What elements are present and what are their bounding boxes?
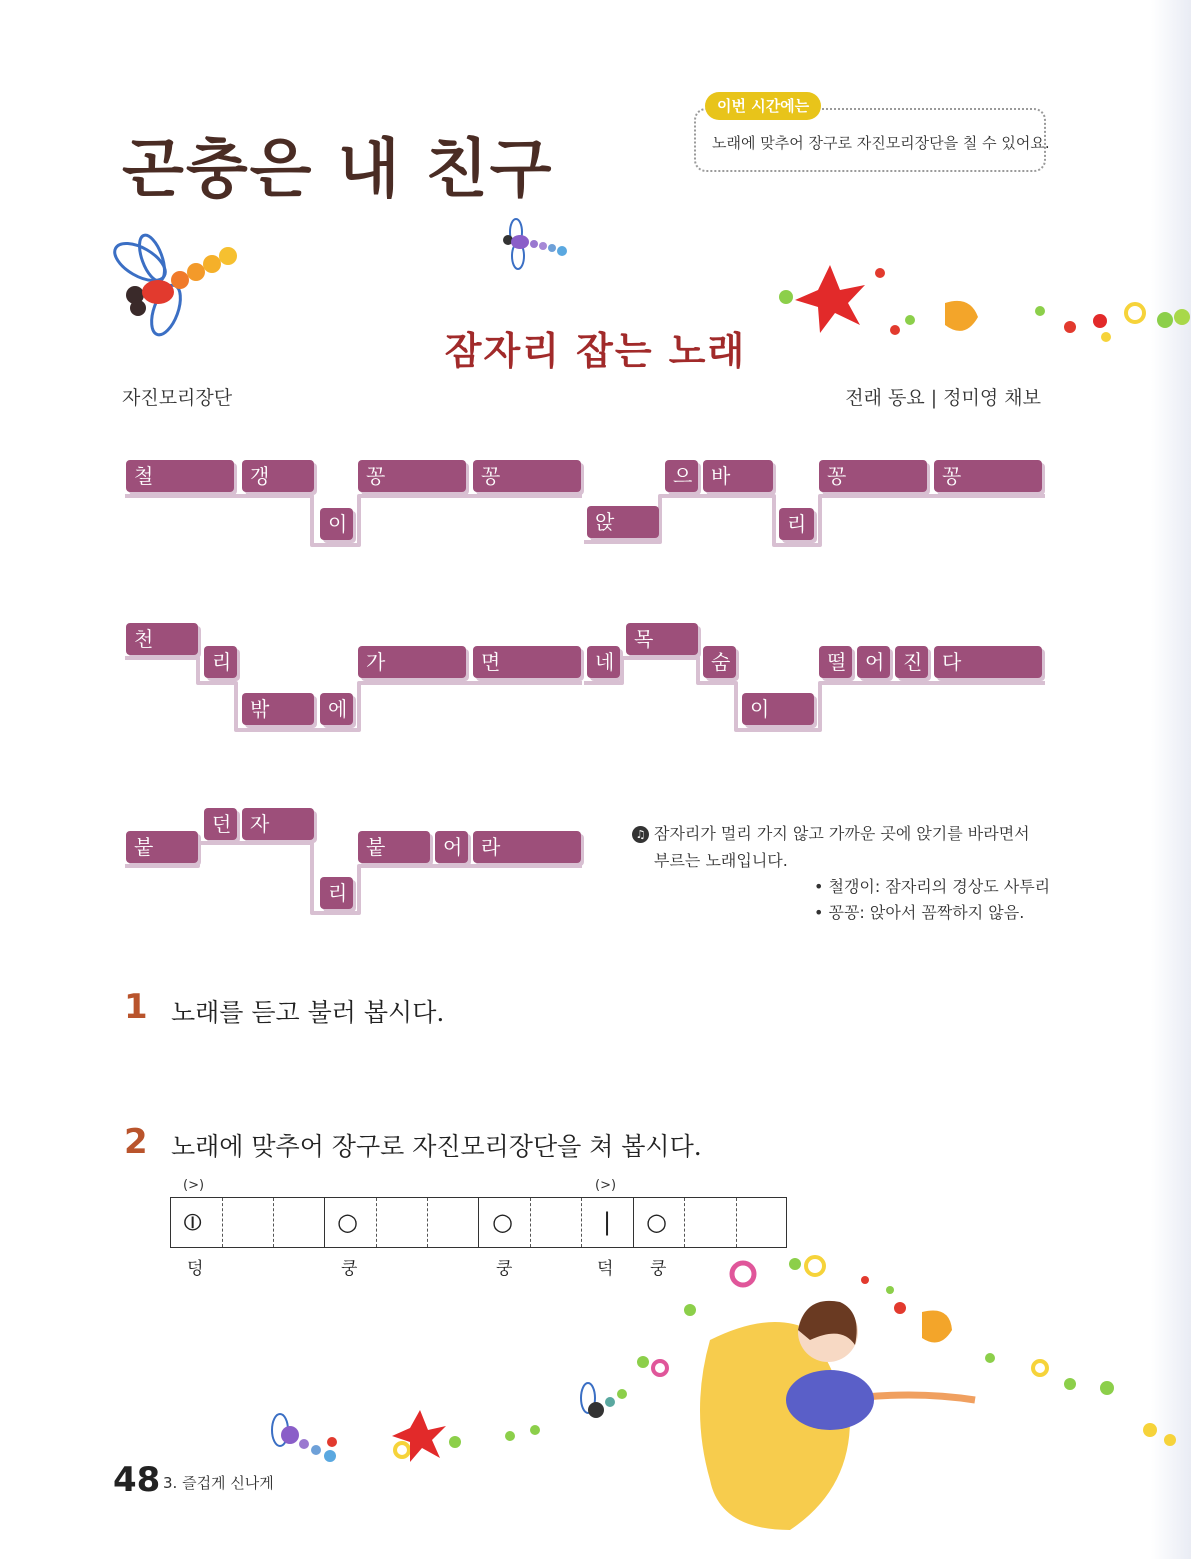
lyric-syllable: 가 <box>358 646 466 678</box>
gloss-item: • 철갱이: 잠자리의 경상도 사투리 <box>814 877 1051 896</box>
lyric-syllable: 면 <box>473 646 581 678</box>
lyric-syllable: 꽁 <box>358 460 466 492</box>
lyric-syllable: 진 <box>895 646 928 678</box>
lyric-syllable: 던 <box>204 808 237 840</box>
music-note-icon: ♫ <box>632 826 649 843</box>
note-text-line2: 부르는 노래입니다. <box>654 851 788 870</box>
question-text: 노래를 듣고 불러 봅시다. <box>171 998 445 1027</box>
lyric-syllable: 떨 <box>819 646 852 678</box>
rhythm-name: 자진모리장단 <box>122 387 233 409</box>
lyric-syllable: 천 <box>126 623 198 655</box>
accent-mark: (>) <box>183 1178 205 1193</box>
rhythm-symbol: ⦶ <box>184 1208 202 1236</box>
lyric-syllable: 붙 <box>126 831 198 863</box>
rhythm-word: 쿵 <box>496 1259 513 1279</box>
lyric-syllable: 밖 <box>242 693 314 725</box>
lyric-syllable: 목 <box>626 623 698 655</box>
chapter-title: 3. 즐겁게 신나게 <box>163 1474 274 1492</box>
rhythm-word: 쿵 <box>650 1259 667 1279</box>
lesson-goal-badge: 이번 시간에는 <box>705 92 821 120</box>
janggu-rhythm-table <box>170 1197 787 1248</box>
rhythm-symbol: ○ <box>337 1208 358 1236</box>
lyric-syllable: 으 <box>665 460 698 492</box>
rhythm-word: 덩 <box>187 1259 204 1279</box>
rhythm-symbol: | <box>603 1208 612 1236</box>
lyric-syllable: 앉 <box>587 506 659 538</box>
beat-divider <box>324 1198 325 1247</box>
song-title: 잠자리 잡는 노래 <box>444 329 747 373</box>
song-credit: 전래 동요 | 정미영 채보 <box>845 387 1041 409</box>
page-number: 48 <box>113 1460 161 1500</box>
accent-mark: (>) <box>595 1178 617 1193</box>
beat-divider <box>633 1198 634 1247</box>
beat-divider <box>273 1198 274 1247</box>
lyric-syllable: 어 <box>435 831 468 863</box>
lyric-syllable: 라 <box>473 831 581 863</box>
beat-divider <box>530 1198 531 1247</box>
lyric-syllable: 붙 <box>358 831 430 863</box>
lyric-syllable: 꽁 <box>934 460 1042 492</box>
gloss-item: • 꽁꽁: 앉아서 꼼짝하지 않음. <box>814 903 1025 922</box>
question-number: 1 <box>124 987 148 1027</box>
lyric-syllable: 바 <box>703 460 773 492</box>
beat-divider <box>684 1198 685 1247</box>
lyric-syllable: 이 <box>320 508 353 540</box>
lyric-syllable: 이 <box>742 693 814 725</box>
question-number: 2 <box>124 1122 148 1162</box>
lyric-syllable: 리 <box>320 877 353 909</box>
rhythm-symbol: ○ <box>646 1208 667 1236</box>
beat-divider <box>427 1198 428 1247</box>
lyric-syllable: 자 <box>242 808 314 840</box>
beat-divider <box>736 1198 737 1247</box>
beat-divider <box>222 1198 223 1247</box>
beat-divider <box>581 1198 582 1247</box>
beat-divider <box>376 1198 377 1247</box>
lyric-syllable: 갱 <box>242 460 314 492</box>
beat-divider <box>478 1198 479 1247</box>
lesson-goal-text: 노래에 맞추어 장구로 자진모리장단을 칠 수 있어요. <box>712 134 1050 152</box>
song-note <box>632 820 1052 874</box>
lyric-syllable: 꽁 <box>819 460 927 492</box>
rhythm-symbol: ○ <box>492 1208 513 1236</box>
note-text-line1: 잠자리가 멀리 가지 않고 가까운 곳에 앉기를 바라면서 <box>654 824 1030 843</box>
lyric-syllable: 철 <box>126 460 234 492</box>
lyric-syllable: 리 <box>779 508 814 540</box>
lyric-syllable: 리 <box>204 646 237 678</box>
lyric-syllable: 다 <box>934 646 1042 678</box>
lyric-syllable: 어 <box>857 646 890 678</box>
question-text: 노래에 맞추어 장구로 자진모리장단을 쳐 봅시다. <box>171 1132 702 1161</box>
lyric-syllable: 에 <box>320 693 353 725</box>
rhythm-word: 덕 <box>597 1259 614 1279</box>
lyric-syllable: 꽁 <box>473 460 581 492</box>
lesson-title: 곤충은 내 친구 <box>122 133 554 207</box>
lyric-syllable: 네 <box>587 646 620 678</box>
child-on-ginkgo-leaf-illustration <box>250 1250 1191 1540</box>
lyric-syllable: 숨 <box>703 646 736 678</box>
rhythm-word: 쿵 <box>341 1259 358 1279</box>
